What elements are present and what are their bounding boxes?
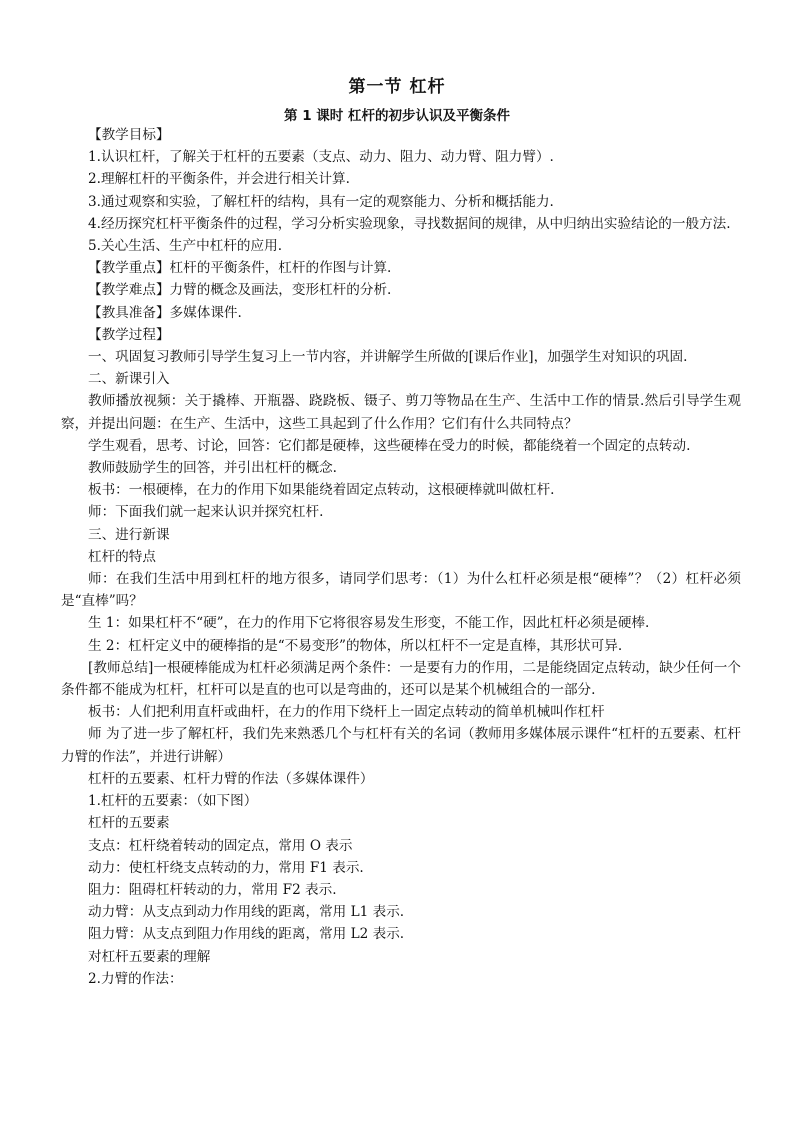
paragraph: 动力：使杠杆绕支点转动的力，常用 F1 表示. bbox=[88, 859, 364, 876]
objective-item: 2.理解杠杆的平衡条件，并会进行相关计算. bbox=[88, 171, 350, 188]
section-heading: 二、新课引入 bbox=[88, 371, 170, 388]
objective-item: 1.认识杠杆，了解关于杠杆的五要素（支点、动力、阻力、动力臂、阻力臂）. bbox=[88, 149, 554, 166]
paragraph: 板书：人们把利用直杆或曲杆，在力的作用下绕杆上一固定点转动的简单机械叫作杠杆 bbox=[88, 704, 605, 721]
paragraph: 1.杠杆的五要素：（如下图） bbox=[88, 793, 258, 810]
paragraph: 教师播放视频：关于撬棒、开瓶器、跷跷板、镊子、剪刀等物品在生产、生活中工作的情景.然后引导学生观察，并提出问题：在生产、生活中，这些工具起到了什么作用？它们有什么共同特点？ bbox=[61, 393, 741, 432]
lesson-subtitle: 第 1 课时 杠杆的初步认识及平衡条件 bbox=[284, 108, 510, 124]
heading-objectives: 【教学目标】 bbox=[88, 127, 170, 143]
paragraph: 生 1：如果杠杆不“硬”，在力的作用下它将很容易发生形变，不能工作，因此杠杆必须是硬棒. bbox=[88, 615, 650, 632]
paragraph: 杠杆的特点 bbox=[88, 548, 156, 565]
heading-process: 【教学过程】 bbox=[88, 326, 170, 343]
objective-item: 5.关心生活、生产中杠杆的应用. bbox=[88, 238, 283, 255]
paragraph: 师：下面我们就一起来认识并探究杠杆. bbox=[88, 504, 324, 521]
paragraph: 2.力臂的作法： bbox=[88, 970, 183, 987]
section-heading: 三、进行新课 bbox=[88, 526, 170, 543]
difficult-points: 【教学难点】力臂的概念及画法，变形杠杆的分析. bbox=[88, 282, 392, 299]
paragraph: 教师鼓励学生的回答，并引出杠杆的概念. bbox=[88, 460, 338, 477]
page-title: 第一节 杠杆 bbox=[348, 77, 446, 97]
paragraph: 师：在我们生活中用到杠杆的地方很多，请同学们思考：（1）为什么杠杆必须是根“硬棒”？（2）杠杆必须是“直棒”吗？ bbox=[61, 571, 741, 610]
paragraph: 阻力臂：从支点到阻力作用线的距离，常用 L2 表示. bbox=[88, 926, 405, 943]
paragraph: 生 2：杠杆定义中的硬棒指的是“不易变形”的物体，所以杠杆不一定是直棒，其形状可异. bbox=[88, 637, 623, 654]
objective-item: 4.经历探究杠杆平衡条件的过程，学习分析实验现象，寻找数据间的规律，从中归纳出实验结论的一般方法. bbox=[88, 215, 731, 232]
paragraph: 杠杆的五要素 bbox=[88, 815, 170, 832]
objective-item: 3.通过观察和实验，了解杠杆的结构，具有一定的观察能力、分析和概括能力. bbox=[88, 193, 554, 210]
paragraph: 一、巩固复习教师引导学生复习上一节内容，并讲解学生所做的[课后作业]，加强学生对知识的巩固. bbox=[88, 349, 688, 366]
lesson-body bbox=[61, 124, 741, 990]
paragraph: 动力臂：从支点到动力作用线的距离，常用 L1 表示. bbox=[88, 904, 405, 921]
paragraph: 学生观看，思考、讨论，回答：它们都是硬棒，这些硬棒在受力的时候，都能绕着一个固定的点转动. bbox=[88, 437, 691, 454]
teaching-aids: 【教具准备】多媒体课件. bbox=[88, 304, 242, 321]
paragraph: 支点：杠杆绕着转动的固定点，常用 O 表示 bbox=[88, 837, 353, 854]
paragraph: 对杠杆五要素的理解 bbox=[88, 948, 211, 965]
paragraph: 板书：一根硬棒，在力的作用下如果能绕着固定点转动，这根硬棒就叫做杠杆. bbox=[88, 482, 555, 499]
paragraph: [教师总结]一根硬棒能成为杠杆必须满足两个条件：一是要有力的作用，二是能绕固定点转动，缺少任何一个条件都不能成为杠杆，杠杆可以是直的也可以是弯曲的，还可以是某个机械组合的一部分. bbox=[61, 659, 741, 699]
paragraph: 杠杆的五要素、杠杆力臂的作法（多媒体课件） bbox=[88, 770, 374, 787]
paragraph: 师 为了进一步了解杠杆，我们先来熟悉几个与杠杆有关的名词（教师用多媒体展示课件“杠杆的五要素、杠杆力臂的作法”，并进行讲解） bbox=[61, 726, 741, 765]
paragraph: 阻力：阻碍杠杆转动的力，常用 F2 表示. bbox=[88, 881, 337, 898]
key-points: 【教学重点】杠杆的平衡条件，杠杆的作图与计算. bbox=[88, 260, 392, 277]
